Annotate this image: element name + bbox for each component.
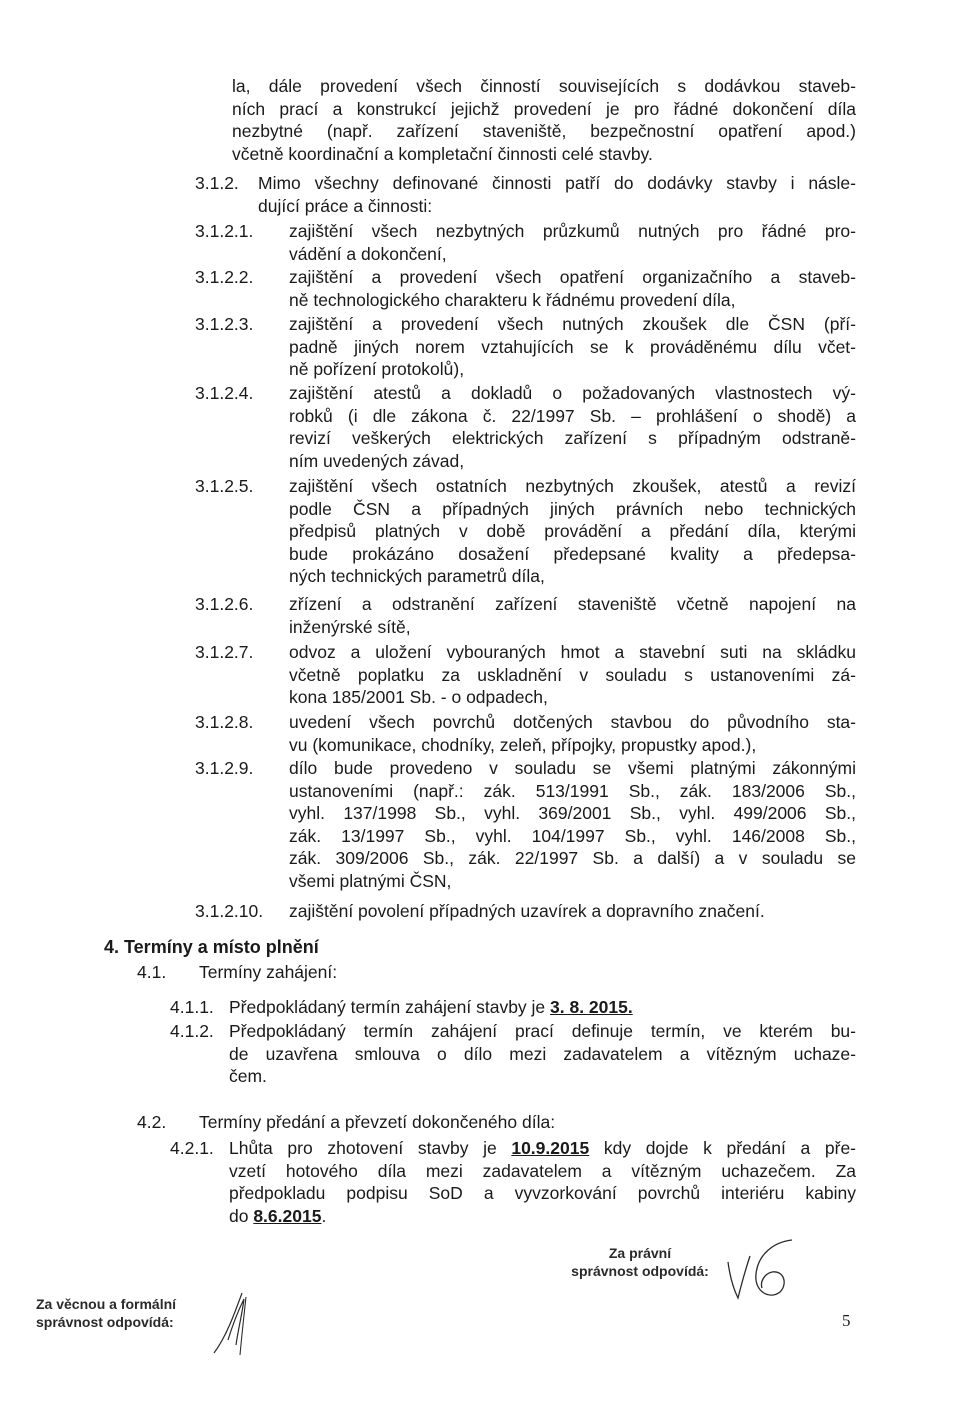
section-number: 3.1.2.: [195, 173, 239, 193]
item-line: zajištění atestů a dokladů o požadovaných vlastnostech vý-: [289, 383, 856, 403]
item-number: 3.1.2.1.: [195, 221, 254, 241]
item-line: ním uvedených závad,: [289, 450, 465, 471]
section-number: 4.1.2.: [170, 1021, 214, 1041]
start-date: 3. 8. 2015.: [550, 997, 633, 1017]
item-line: zák. 309/2006 Sb., zák. 22/1997 Sb. a další) a v souladu se: [289, 848, 856, 869]
section-line: [229, 1137, 856, 1160]
item-line: robků (i dle zákona č. 22/1997 Sb. – prohlášení o shodě) a: [289, 405, 856, 426]
interior-date: 8.6.2015: [253, 1205, 322, 1226]
section-number: 4.1.: [137, 962, 167, 982]
section-text: Předpokládaný termín zahájení stavby je: [229, 997, 551, 1017]
section-line: předpokladu podpisu SoD a vyvzorkování povrchů interiéru kabiny: [229, 1183, 856, 1204]
intro-line: včetně koordinační a kompletační činnosti celé stavby.: [232, 143, 653, 164]
item-number: 3.1.2.6.: [195, 594, 254, 614]
text-fragment: kdy dojde k předání a pře-: [589, 1138, 857, 1158]
section-number: 4.2.: [137, 1112, 167, 1132]
item-line: vádění a dokončení,: [289, 243, 447, 264]
section-title: Termíny předání a převzetí dokončeného díla:: [199, 1112, 556, 1132]
intro-line: ních prací a konstrukcí jejichž provedení je pro řádné dokončení díla: [232, 98, 856, 119]
label-line: Za právní: [608, 1245, 672, 1261]
item-line: uvedení všech povrchů dotčených stavbou do původního sta-: [289, 712, 856, 732]
item-line: padně jiných norem vztahujících se k prováděnému dílu včet-: [289, 336, 856, 357]
label-line: správnost odpovídá:: [571, 1263, 709, 1279]
item-number: 3.1.2.2.: [195, 267, 254, 287]
item-line: inženýrské sítě,: [289, 616, 411, 637]
section-number: 4.2.1.: [170, 1138, 214, 1158]
item-line: ustanoveními (např.: zák. 513/1991 Sb., zák. 183/2006 Sb.,: [289, 780, 856, 801]
section-line: [229, 1205, 856, 1228]
item-line: zajištění všech nezbytných průzkumů nutných pro řádné pro-: [289, 221, 856, 241]
item-line: vyhl. 137/1998 Sb., vyhl. 369/2001 Sb., vyhl. 499/2006 Sb.,: [289, 803, 856, 824]
section-4-heading: 4. Termíny a místo plnění: [104, 937, 319, 957]
text-fragment: .: [321, 1205, 327, 1226]
item-line: včetně poplatku za uskladnění v souladu s ustanoveními zá-: [289, 664, 856, 685]
item-line: zajištění povolení případných uzavírek a dopravního značení.: [289, 901, 765, 921]
item-line: kona 185/2001 Sb. - o odpadech,: [289, 687, 548, 708]
item-line: zajištění všech ostatních nezbytných zkoušek, atestů a revizí: [289, 476, 856, 496]
section-line: čem.: [229, 1066, 267, 1087]
intro-paragraph: [232, 75, 856, 165]
text-fragment: Lhůta pro zhotovení stavby je: [229, 1138, 512, 1158]
item-line: podle ČSN a případných jiných právních nebo technických: [289, 498, 856, 519]
item-line: zák. 13/1997 Sb., vyhl. 104/1997 Sb., vyhl. 146/2008 Sb.,: [289, 825, 856, 846]
item-line: zřízení a odstranění zařízení staveniště včetně napojení na: [289, 594, 856, 614]
intro-line: nezbytné (např. zařízení staveniště, bezpečnostní opatření apod.): [232, 121, 856, 142]
section-line: de uzavřena smlouva o dílo mezi zadavatelem a vítězným uchaze-: [229, 1043, 856, 1064]
section-line: vzetí hotového díla mezi zadavatelem a vítězným uchazečem. Za: [229, 1160, 856, 1181]
right-signature-label: [566, 1244, 714, 1280]
item-line: předpisů platných v době provádění a předání díla, kterými: [289, 521, 856, 542]
item-line: všemi platnými ČSN,: [289, 870, 452, 891]
item-number: 3.1.2.5.: [195, 476, 254, 496]
section-title: Termíny zahájení:: [199, 962, 338, 982]
label-line: správnost odpovídá:: [36, 1314, 174, 1330]
text-fragment: do: [229, 1205, 254, 1226]
item-line: zajištění a provedení všech nutných zkoušek dle ČSN (pří-: [289, 314, 856, 334]
section-number: 4.1.1.: [170, 997, 214, 1017]
intro-line: la, dále provedení všech činností souvisejících s dodávkou staveb-: [232, 76, 856, 96]
item-number: 3.1.2.3.: [195, 314, 254, 334]
item-number: 3.1.2.10.: [195, 901, 264, 921]
item-line: ných technických parametrů díla,: [289, 566, 545, 587]
right-signature-mark: [722, 1232, 802, 1307]
item-number: 3.1.2.8.: [195, 712, 254, 732]
item-line: vu (komunikace, chodníky, zeleň, přípojky, propustky apod.),: [289, 734, 757, 755]
left-signature-mark: [208, 1285, 258, 1360]
item-line: ně pořízení protokolů),: [289, 359, 465, 380]
left-signature-label: [36, 1295, 176, 1331]
item-line: bude prokázáno dosažení předepsané kvality a předepsa-: [289, 543, 856, 564]
item-line: ně technologického charakteru k řádnému provedení díla,: [289, 289, 736, 310]
section-line: dující práce a činnosti:: [258, 195, 433, 216]
completion-date: 10.9.2015: [511, 1138, 590, 1158]
item-line: odvoz a uložení vybouraných hmot a stavební suti na skládku: [289, 642, 856, 662]
section-line: Mimo všechny definované činnosti patří do dodávky stavby i násle-: [258, 173, 856, 193]
page-number: 5: [842, 1311, 851, 1330]
item-line: dílo bude provedeno v souladu se všemi platnými zákonnými: [289, 758, 856, 778]
label-line: Za věcnou a formální: [36, 1296, 177, 1312]
item-number: 3.1.2.9.: [195, 758, 254, 778]
item-number: 3.1.2.4.: [195, 383, 254, 403]
item-number: 3.1.2.7.: [195, 642, 254, 662]
item-line: zajištění a provedení všech opatření organizačního a staveb-: [289, 267, 856, 287]
item-line: revizí veškerých elektrických zařízení s případným odstraně-: [289, 428, 856, 449]
section-line: Předpokládaný termín zahájení prací definuje termín, ve kterém bu-: [229, 1021, 856, 1041]
